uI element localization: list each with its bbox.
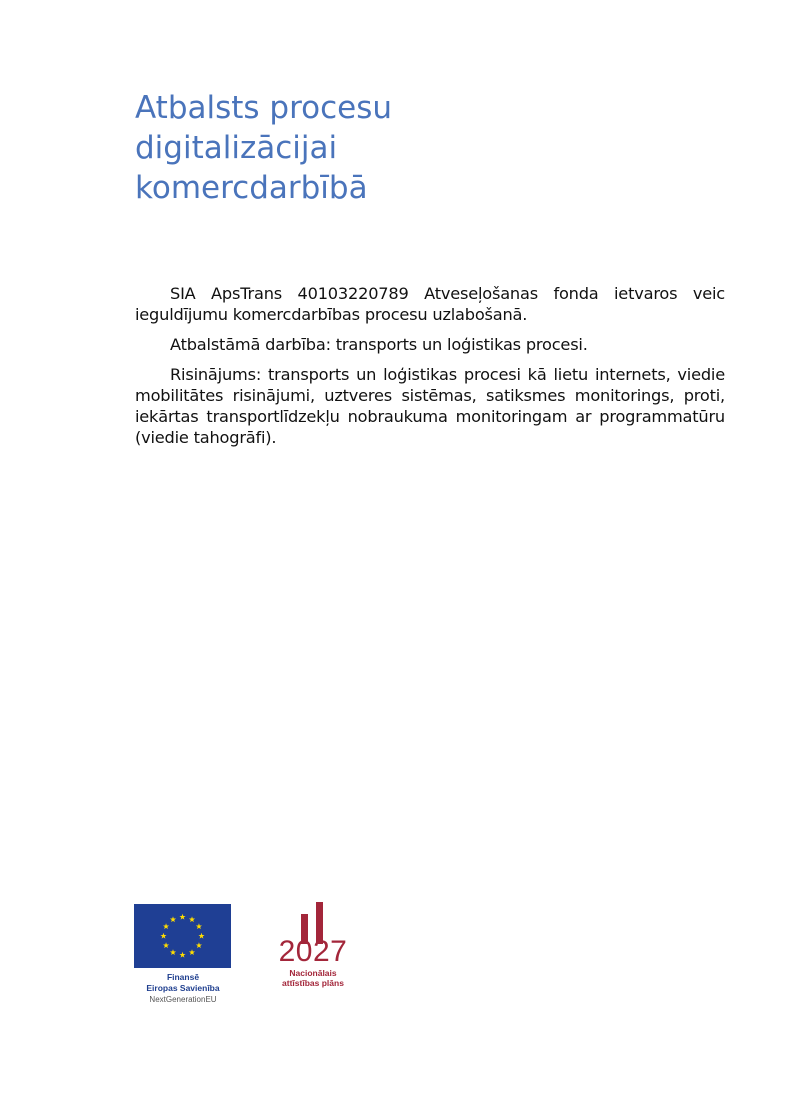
page-title [135,88,515,208]
paragraph-intro: SIA ApsTrans 40103220789 Atveseļošanas fonda ietvaros veic ieguldījumu komercdarbības procesu uzlabošanā. [135,284,725,324]
title-line-1: Atbalsts procesu [135,90,393,126]
eu-caption [134,972,232,1005]
nap-2027-logo [272,900,354,988]
nap-caption [272,968,354,988]
body-text [135,283,725,457]
nap-caption-line-2: attīstības plāns [282,978,344,988]
paragraph-activity: Atbalstāmā darbība: transports un loģistikas procesi. [170,335,588,354]
eu-funding-logo [134,904,232,1005]
paragraph-solution: Risinājums: transports un loģistikas procesi kā lietu internets, viedie mobilitātes risinājumi, uztveres sistēmas, satiksmes monitorings, proti, iekārtas transportlīdzekļu nobraukuma monitoringam ar programmatūru (viedie tahogrāfi). [135,365,725,447]
eu-caption-nextgen: NextGenerationEU [149,995,217,1004]
eu-flag-icon [134,904,231,968]
nap-year: 2027 [278,935,348,968]
title-line-2: digitalizācijai [135,130,338,166]
nap-caption-line-1: Nacionālais [289,968,337,978]
eu-caption-union: Eiropas Savienība [146,983,220,993]
eu-caption-financed: Finansē [166,972,200,982]
title-line-3: komercdarbībā [135,170,368,206]
